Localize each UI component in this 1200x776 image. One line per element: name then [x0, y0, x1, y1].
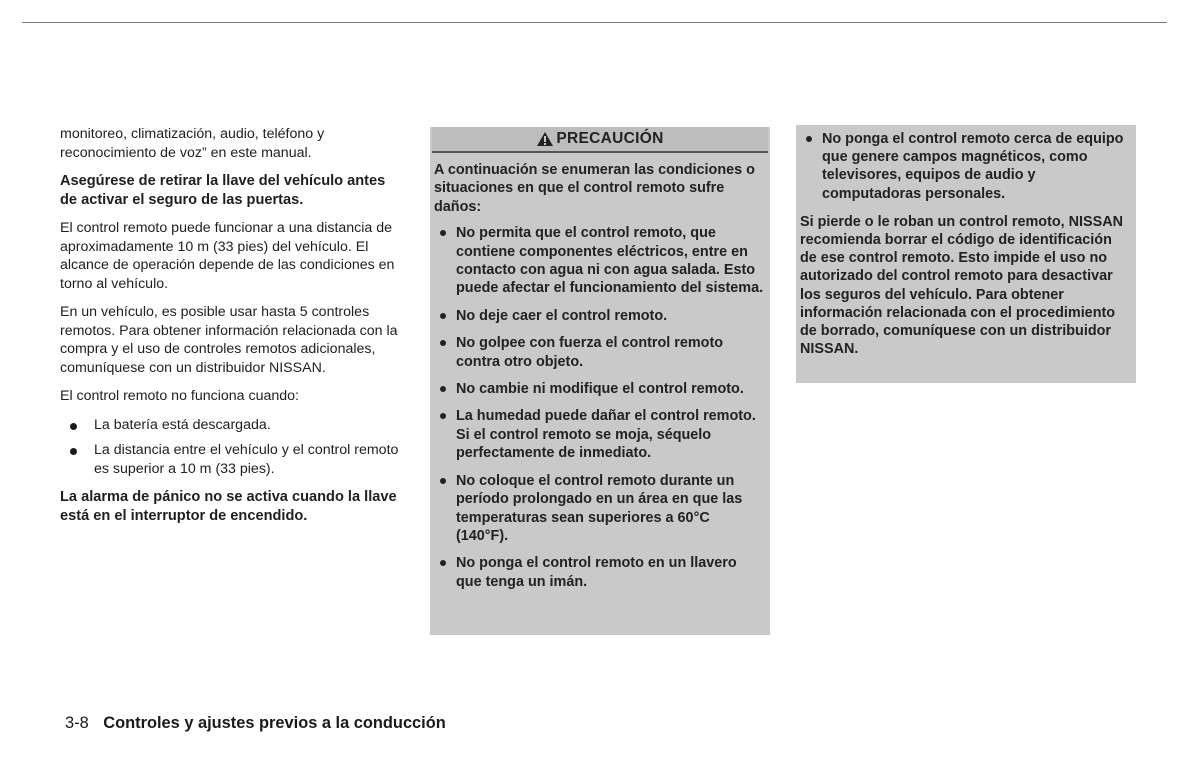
- bullet-icon: [440, 478, 446, 484]
- list-item: No golpee con fuerza el control remoto contra otro objeto.: [434, 334, 764, 371]
- list-item: No coloque el control remoto durante un período prolongado en un área en que las temperaturas sean superiores a 60°C (140°F).: [434, 472, 764, 546]
- panic-alarm-heading: La alarma de pánico no se activa cuando la llave está en el interruptor de encendido.: [60, 489, 397, 524]
- bullet-icon: [806, 136, 812, 142]
- section-title: Controles y ajustes previos a la conducción: [103, 714, 446, 732]
- bullet-icon: [70, 423, 77, 430]
- bullet-icon: [440, 413, 446, 419]
- page-number: 3-8: [65, 714, 89, 732]
- caution-intro: A continuación se enumeran las condiciones o situaciones en que el control remoto sufre daños:: [434, 162, 755, 215]
- bullet-icon: [440, 313, 446, 319]
- list-item: La batería está descargada.: [60, 416, 402, 435]
- intro-text: monitoreo, climatización, audio, teléfono y reconocimiento de voz” en este manual.: [60, 126, 325, 161]
- list-item: No ponga el control remoto en un llavero que tenga un imán.: [434, 554, 764, 591]
- note-box: [796, 125, 1136, 383]
- note-list: [800, 130, 1130, 203]
- caution-title: PRECAUCIÓN: [556, 129, 664, 147]
- list-item: No ponga el control remoto cerca de equipo que genere campos magnéticos, como televisores, equipos de audio y computadoras personales.: [800, 130, 1130, 203]
- note-paragraph: Si pierde o le roban un control remoto, NISSAN recomienda borrar el código de identificación de ese control remoto. Esto impide el uso no autorizado del control remoto para desactivar los seguros del vehículo. Para obtener información relacionada con el procedimiento de borrado, comuníquese con un distribuidor NISSAN.: [800, 213, 1124, 358]
- top-rule: [22, 22, 1167, 23]
- range-paragraph: El control remoto puede funcionar a una distancia de aproximadamente 10 m (33 pies) del vehículo. El alcance de operación depende de las condiciones en torno al vehículo.: [60, 220, 395, 292]
- list-item: No cambie ni modifique el control remoto.: [434, 380, 764, 398]
- caution-box: [430, 127, 770, 635]
- list-item: La humedad puede dañar el control remoto. Si el control remoto se moja, séquelo perfectamente de inmediato.: [434, 407, 764, 462]
- controls-paragraph: En un vehículo, es posible usar hasta 5 controles remotos. Para obtener información relacionada con la compra y el uso de controles remotos adicionales, comuníquese con un distribuidor NISSAN.: [60, 304, 398, 376]
- bullet-icon: [440, 386, 446, 392]
- caution-header: [432, 127, 768, 153]
- bullet-icon: [440, 560, 446, 566]
- not-working-list: [60, 416, 402, 479]
- bullet-icon: [70, 448, 77, 455]
- not-working-paragraph: El control remoto no funciona cuando:: [60, 388, 299, 404]
- bullet-icon: [440, 230, 446, 236]
- list-item: La distancia entre el vehículo y el control remoto es superior a 10 m (33 pies).: [60, 441, 402, 478]
- warning-triangle-icon: [536, 131, 554, 147]
- list-item: No permita que el control remoto, que contiene componentes eléctricos, entre en contacto con agua ni con agua salada. Esto puede afectar el funcionamiento del sistema.: [434, 224, 764, 298]
- caution-list: [434, 224, 764, 591]
- bullet-icon: [440, 340, 446, 346]
- page-footer: [65, 714, 446, 733]
- caution-body: [430, 153, 770, 591]
- list-item: No deje caer el control remoto.: [434, 307, 764, 325]
- left-column: [60, 125, 402, 535]
- key-warning-heading: Asegúrese de retirar la llave del vehículo antes de activar el seguro de las puertas.: [60, 173, 386, 208]
